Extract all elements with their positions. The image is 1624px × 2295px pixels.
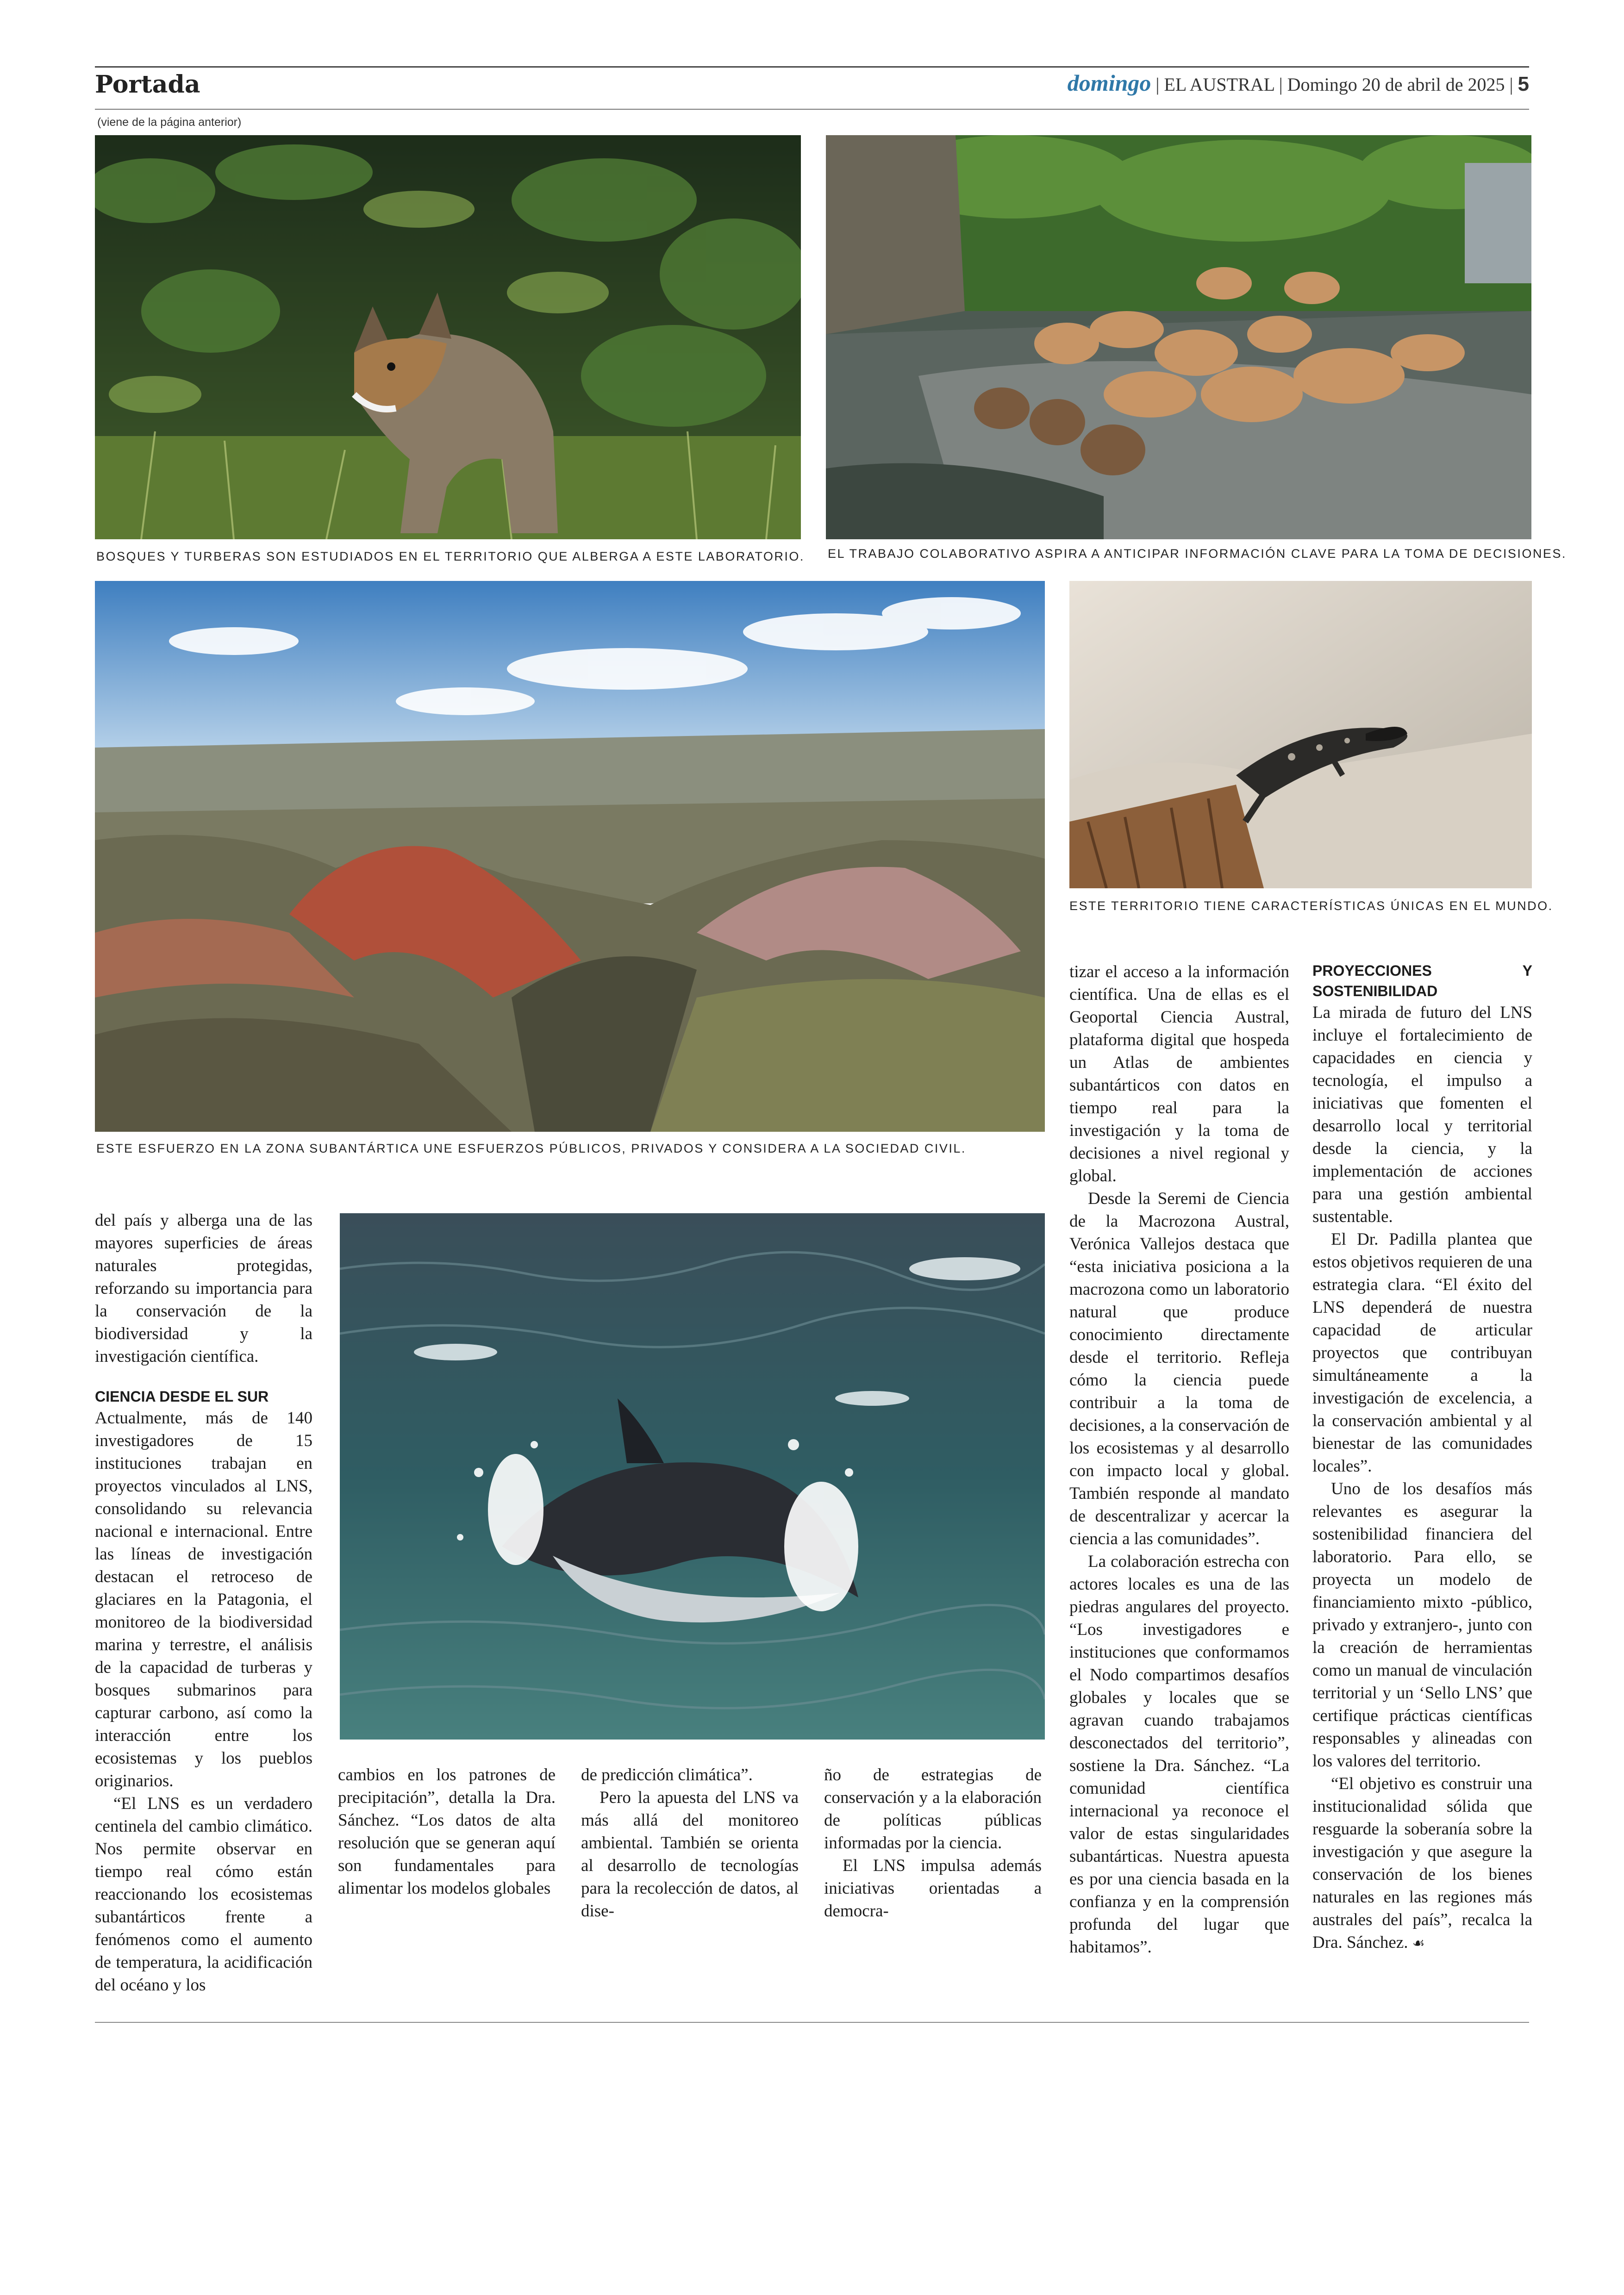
col1-paragraph-3: “El LNS es un verdadero centinela del cambio climático. Nos permite observar en tiempo real cómo están reaccionando los ecosistemas subantárticos frente a fenómenos como el aumento de temperatura, la acidificación del océano y los	[95, 1794, 312, 1995]
issue-date: Domingo 20 de abril de 2025	[1287, 74, 1505, 95]
lizard-image	[1069, 581, 1532, 888]
article-column-1	[95, 1209, 312, 1996]
canyon-caption: ESTE ESFUERZO EN LA ZONA SUBANTÁRTICA UNE ESFUERZOS PÚBLICOS, PRIVADOS Y CONSIDERA A LA SOCIEDAD CIVIL.	[96, 1141, 966, 1155]
col2-paragraph-1: cambios en los patrones de precipitación”, detalla la Dra. Sánchez. “Los datos de alta resolución que se generan aquí son fundamentales para alimentar los modelos globales	[338, 1765, 556, 1898]
col6-paragraph-4-text: “El objetivo es construir una institucionalidad sólida que resguarde la soberanía sobre la investigación y que asegure la conservación de los bienes naturales en las regiones más australes del país”, recalca la Dra. Sánchez.	[1312, 1774, 1532, 1952]
lizard-caption: ESTE TERRITORIO TIENE CARACTERÍSTICAS ÚNICAS EN EL MUNDO.	[1069, 899, 1553, 913]
article-column-6	[1312, 960, 1532, 1955]
col6-paragraph-2: El Dr. Padilla plantea que estos objetivos requieren de una estrategia clara. “El éxito del LNS dependerá de nuestra capacidad de articular proyectos que contribuyan simultáneamente a la investigación de excelencia, a la conservación ambiental y al bienestar de las comunidades locales”.	[1312, 1230, 1532, 1476]
newspaper-name: EL AUSTRAL	[1164, 74, 1274, 95]
end-mark-icon: ☙	[1412, 1935, 1425, 1952]
dolphin-photo	[340, 1213, 1045, 1740]
fox-caption: BOSQUES Y TURBERAS SON ESTUDIADOS EN EL TERRITORIO QUE ALBERGA A ESTE LABORATORIO.	[96, 549, 805, 563]
continued-note: (viene de la página anterior)	[97, 116, 242, 129]
col6-paragraph-3: Uno de los desafíos más relevantes es asegurar la sostenibilidad financiera del laboratorio. Para ello, se proyecta un modelo de financiamiento mixto -público, privado y extranjero-, junto con la creación de herramientas como un manual de vinculación territorial y un ‘Sello LNS’ que certifique prácticas científicas responsables y alineadas con los valores del territorio.	[1312, 1479, 1532, 1771]
bottom-rule	[95, 2022, 1529, 2023]
col4-paragraph-2: El LNS impulsa además iniciativas orientadas a democra-	[824, 1856, 1042, 1921]
col3-paragraph-2: Pero la apuesta del LNS va más allá del monitoreo ambiental. También se orienta al desarrollo de tecnologías para la recolección de datos, al dise-	[581, 1788, 799, 1921]
page-number: 5	[1518, 73, 1529, 95]
col1-paragraph-1: del país y alberga una de las mayores superficies de áreas naturales protegidas, reforzando su importancia para la conservación de la biodiversidad y la investigación científica.	[95, 1211, 312, 1366]
col3-paragraph-1: de predicción climática”.	[581, 1765, 753, 1784]
masthead: domingo | EL AUSTRAL | Domingo 20 de abril de 2025 | 5	[1067, 70, 1529, 96]
fox-photo	[95, 135, 801, 539]
sea-lions-caption: EL TRABAJO COLABORATIVO ASPIRA A ANTICIPAR INFORMACIÓN CLAVE PARA LA TOMA DE DECISIONES.	[828, 547, 1567, 561]
col5-paragraph-3: La colaboración estrecha con actores locales es una de las piedras angulares del proyecto. “Los investigadores e instituciones que conformamos el Nodo compartimos desafíos globales y locales que se agravan cuando trabajamos desconectados del territorio”, sostiene la Dra. Sánchez. “La comunidad científica internacional ya reconoce el valor de estas singularidades subantárticas. Nuestra apuesta es por una ciencia basada en la confianza y en la comprensión profunda del lugar que habitamos”.	[1069, 1552, 1289, 1957]
sea-lions-photo	[826, 135, 1531, 539]
article-column-2	[338, 1764, 556, 1900]
fox-image	[95, 135, 801, 539]
lizard-photo	[1069, 581, 1532, 888]
col5-paragraph-2: Desde la Seremi de Ciencia de la Macrozona Austral, Verónica Vallejos destaca que “esta iniciativa posiciona a la macrozona como un laboratorio natural que produce conocimiento directamente desde el territorio. Refleja cómo la ciencia puede contribuir a la toma de decisiones, a la conservación de los ecosistemas y al desarrollo con impacto local y global. También responde al mandato de descentralizar y acercar la ciencia a las comunidades”.	[1069, 1189, 1289, 1548]
col1-paragraph-2: Actualmente, más de 140 investigadores de 15 instituciones trabajan en proyectos vinculados al LNS, consolidando su relevancia nacional e internacional. Entre las líneas de investigación destacan el retroceso de glaciares en la Patagonia, el monitoreo de la biodiversidad marina y terrestre, el análisis de la capacidad de turberas y bosques submarinos para capturar carbono, así como la interacción entre los ecosistemas y los pueblos originarios.	[95, 1409, 312, 1790]
article-column-3	[581, 1764, 799, 1922]
col5-paragraph-1: tizar el acceso a la información científica. Una de ellas es el Geoportal Ciencia Austral, plataforma digital que hospeda un Atlas de ambientes subantárticos con datos en tiempo real para la investigación y la toma de decisiones a nivel regional y global.	[1069, 962, 1289, 1185]
subhead-proyecciones: PROYECCIONES Y SOSTENIBILIDAD	[1312, 962, 1532, 999]
canyon-image	[95, 581, 1045, 1132]
article-column-5	[1069, 960, 1289, 1958]
brand-name: domingo	[1067, 70, 1151, 96]
canyon-landscape-photo	[95, 581, 1045, 1132]
header-bottom-rule	[95, 109, 1529, 110]
col4-paragraph-1: ño de estrategias de conservación y a la elaboración de políticas públicas informadas por la ciencia.	[824, 1765, 1042, 1852]
subhead-ciencia-desde-el-sur: CIENCIA DESDE EL SUR	[95, 1388, 269, 1405]
col6-paragraph-4	[1312, 1772, 1532, 1955]
dolphin-image	[340, 1213, 1045, 1740]
section-title: Portada	[95, 70, 200, 99]
article-column-4	[824, 1764, 1042, 1922]
col6-paragraph-1: La mirada de futuro del LNS incluye el fortalecimiento de capacidades en ciencia y tecnología, el impulso a iniciativas que fomenten el desarrollo local y territorial desde la ciencia, y la implementación de acciones para una gestión ambiental sustentable.	[1312, 1003, 1532, 1226]
top-rule	[95, 66, 1529, 68]
sea-lions-image	[826, 135, 1531, 539]
